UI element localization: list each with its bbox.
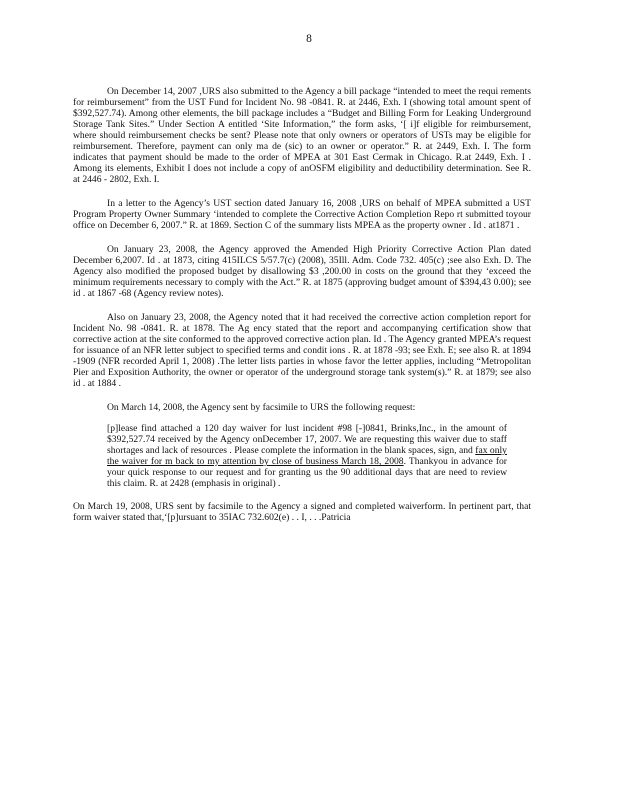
document-body [73,86,531,523]
quote-underlined-text: fax only the waiver for m back to my attention by close of business March 18, 2008 [107,445,507,467]
block-quote-waiver-request [107,423,507,489]
paragraph-owner-summary: In a letter to the Agency’s UST section dated January 16, 2008 ,URS on behalf of MPEA submitted a UST Program Property Owner Summary ‘intended to complete the Corrective Action Completion Repo rt submitted toyour office on December 6, 2007.” R. at 1869. Section C of the summary lists MPEA as the property owner . Id . at1871 . [73,198,531,231]
paragraph-facsimile-request: On March 14, 2008, the Agency sent by facsimile to URS the following request: [107,402,416,413]
paragraph-nfr-letter: Also on January 23, 2008, the Agency noted that it had received the corrective action completion report for Incident No. 98 -0841. R. at 1878. The Ag ency stated that the report and accompanying certification show that corrective action at the site conformed to the approved corrective action plan. Id . The Agency granted MPEA’s request for issuance of an NFR letter subject to specified terms and condit ions . R. at 1878 -93; see Exh. E; see also R. at 1894 -1909 (NFR recorded April 1, 2008) .The letter lists parties in whose favor the letter applies, including “Metropolitan Pier and Exposition Authority, the owner or operator of the underground storage tank system(s).” R. at 1879; see also id . at 1884 . [73,312,531,389]
paragraph-plan-approval: On January 23, 2008, the Agency approved the Amended High Priority Corrective Action Plan dated December 6,2007. Id . at 1873, citing 415ILCS 5/57.7(c) (2008), 35Ill. Adm. Code 732. 405(c) ;see also Exh. D. The Agency also modified the proposed budget by disallowing $3 ,200.00 in costs on the ground that they ‘exceed the minimum requirements necessary to comply with the Act.” R. at 1875 (approving budget amount of $394,43 0.00); see id . at 1867 -68 (Agency review notes). [73,244,531,299]
paragraph-bill-package: On December 14, 2007 ,URS also submitted to the Agency a bill package “intended to meet the requi rements for reimbursement” from the UST Fund for Incident No. 98 -0841. R. at 2446, Exh. I (showing total amount spent of $392,527.74). Among other elements, the bill package includes a “Budget and Billing Form for Leaking Underground Storage Tank Sites.” Under Section A entitled ‘Site Information,” the form asks, ‘[ i]f eligible for reimbursement, where should reimbursement checks be sent? Please note that only owners or operators of USTs may be eligible for reimbursement. Therefore, payment can only ma de (sic) to an owner or operator.” R. at 2449, Exh. I. The form indicates that payment should be made to the order of MPEA at 301 East Cermak in Chicago. R.at 2449, Exh. I . Among its elements, Exhibit I does not include a copy of anOSFM eligibility and deductibility determination. See R. at 2446 - 2802, Exh. I. [73,86,531,185]
quote-text-start: [p]lease find attached a 120 day waiver for lust incident #98 [-]0841, Brinks,Inc., in the amount of $392,527.74 received by the Agency onDecember 17, 2007. We are requesting this waiver due to staff shortages and lack of resources . Please complete the information in the blank spaces, sign, and [107,423,507,456]
quote-text-end: . Thankyou in advance for your quick response to our request and for granting us the 90 additional days that are need to review this claim. R. at 2428 (emphasis in original) . [107,456,508,489]
page-number: 8 [306,33,312,45]
paragraph-waiver-form: On March 19, 2008, URS sent by facsimile to the Agency a signed and completed waiverform. In pertinent part, that form waiver stated that,‘[p]ursuant to 35IAC 732.602(e) . . I, . . .Patricia [73,501,531,523]
